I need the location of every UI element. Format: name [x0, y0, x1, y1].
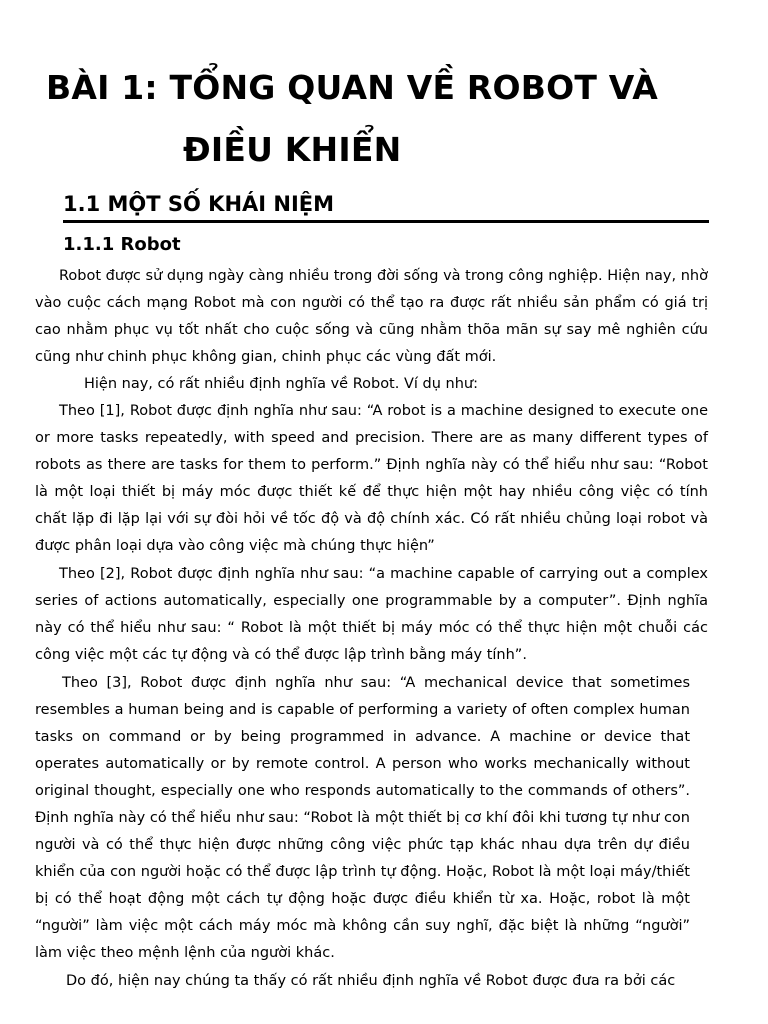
- paragraph-text: Theo [1], Robot được định nghĩa như sau: “A robot is a machine designed to execute one or more tasks repeatedly, with speed and precision. There are as many different types of robots as there are tasks for them to perform.” Định nghĩa này có thể hiểu như sau: “Robot là một loại thiết bị máy móc được thiết kế để thực hiện một hay nhiều công việc có tính chất lặp đi lặp lại với sự đòi hỏi về tốc độ và độ chính xác. Có rất nhiều chủng loại robot và được phân loại dựa vào công việc mà chúng thực hiện”: [35, 403, 708, 554]
- paragraph-definition-1: [35, 398, 708, 560]
- paragraph-definition-3: [35, 670, 690, 967]
- chapter-title-line-1: BÀI 1: TỔNG QUAN VỀ ROBOT VÀ: [46, 68, 659, 107]
- paragraph-conclusion: [35, 968, 690, 995]
- paragraph-text: Theo [3], Robot được định nghĩa như sau: “A mechanical device that sometimes resembles a human being and is capable of performing a variety of often complex human tasks on command or by being programmed in advance. A machine or device that operates automatically or by remote control. A person who works mechanically without original thought, especially one who responds automatically to the commands of others”. Định nghĩa này có thể hiểu như sau: “Robot là một thiết bị cơ khí đôi khi tương tự như con người và có thể thực hiện được những công việc phức tạp khác nhau dựa trên dự điều khiển của con người hoặc có thể được lập trình tự động. Hoặc, Robot là một loại máy/thiết bị có thể hoạt động một cách tự động hoặc được điều khiển từ xa. Hoặc, robot là một “người” làm việc một cách máy móc mà không cần suy nghĩ, đặc biệt là những “người” làm việc theo mệnh lệnh của người khác.: [35, 675, 690, 961]
- paragraph-text: Theo [2], Robot được định nghĩa như sau: “a machine capable of carrying out a complex series of actions automatically, especially one programmable by a computer”. Định nghĩa này có thể hiểu như sau: “ Robot là một thiết bị máy móc có thể thực hiện một chuỗi các công việc một các tự động và có thể được lập trình bằng máy tính”.: [35, 566, 708, 663]
- section-underline: [63, 220, 709, 223]
- paragraph-definitions-lead: [35, 371, 708, 398]
- paragraph-definition-2: [35, 561, 708, 669]
- subsection-heading: 1.1.1 Robot: [63, 234, 181, 255]
- paragraph-text: Hiện nay, có rất nhiều định nghĩa về Robot. Ví dụ như:: [84, 376, 478, 392]
- paragraph-text: Robot được sử dụng ngày càng nhiều trong đời sống và trong công nghiệp. Hiện nay, nhờ vào cuộc cách mạng Robot mà con người có thể tạo ra được rất nhiều sản phẩm có giá trị cao nhằm phục vụ tốt nhất cho cuộc sống và cũng nhằm thõa mãn sự say mê nghiên cứu cũng như chinh phục không gian, chinh phục các vùng đất mới.: [35, 268, 708, 365]
- paragraph-text: Do đó, hiện nay chúng ta thấy có rất nhiều định nghĩa về Robot được đưa ra bởi các: [66, 973, 676, 989]
- section-heading: 1.1 MỘT SỐ KHÁI NIỆM: [63, 192, 335, 216]
- paragraph-intro: [35, 263, 708, 371]
- chapter-title-line-2: ĐIỀU KHIỂN: [183, 130, 402, 169]
